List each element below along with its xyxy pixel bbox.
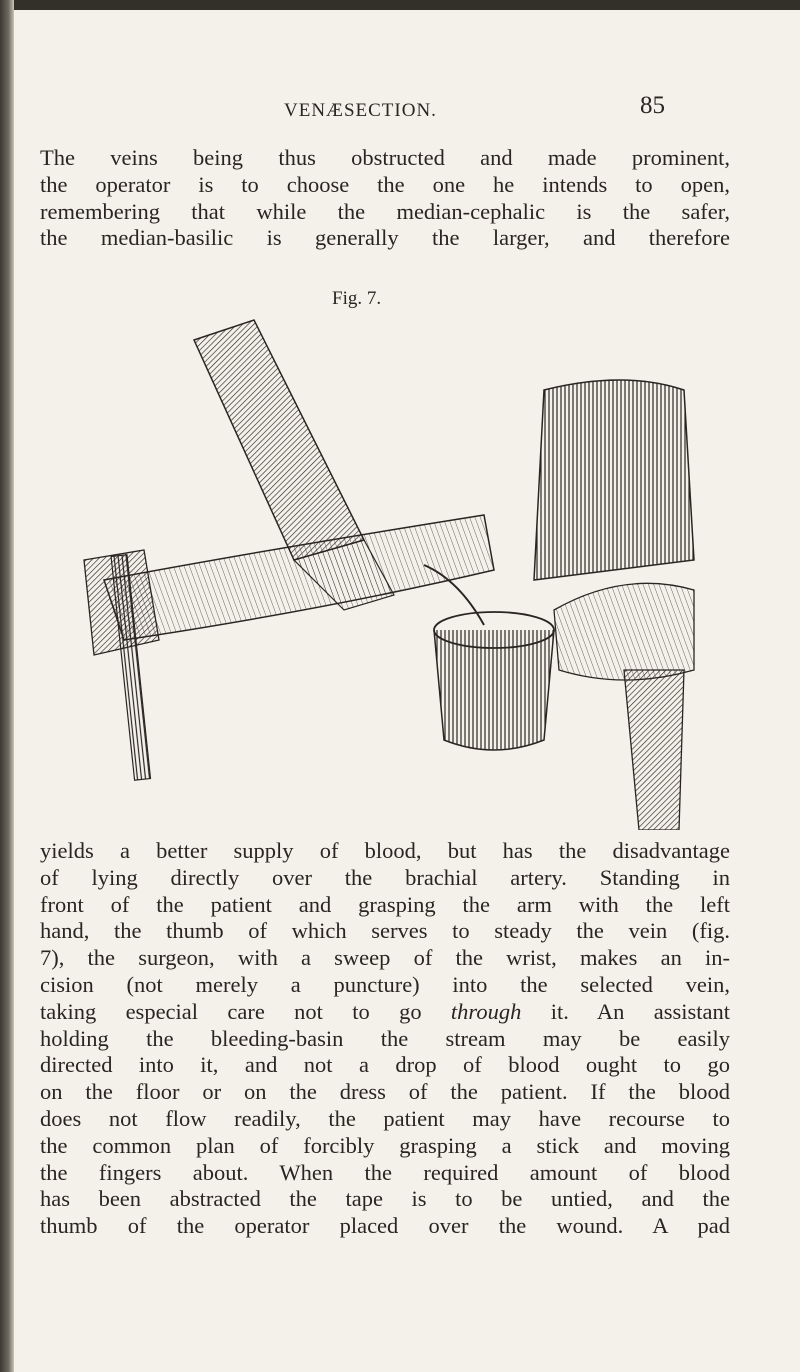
- text-segment: taking especial care not to go: [40, 998, 422, 1024]
- patient-sleeve: [534, 380, 694, 580]
- text-line: holding the bleeding-basin the stream may be easily: [40, 1025, 730, 1051]
- assistant-hand: [554, 583, 694, 680]
- text-line: cision (not merely a puncture) into the selected vein,: [40, 971, 730, 997]
- paragraph-1: [40, 145, 730, 252]
- text-line: has been abstracted the tape is to be untied, and the: [40, 1186, 730, 1212]
- text-line: directed into it, and not a drop of blood ought to go: [40, 1052, 730, 1078]
- text-line: the fingers about. When the required amount of blood: [40, 1159, 730, 1185]
- page-header: [14, 92, 800, 132]
- text-line: does not flow readily, the patient may have recourse to: [40, 1105, 730, 1131]
- venesection-illustration: [64, 310, 704, 830]
- text-line: yields a better supply of blood, but has the disadvantage: [40, 838, 730, 863]
- running-head: VENÆSECTION.: [284, 100, 437, 121]
- text-line: the median-basilic is generally the larger, and therefore: [40, 225, 730, 251]
- text-segment: it. An assistant: [550, 998, 731, 1024]
- text-line: The veins being thus obstructed and made prominent,: [40, 145, 730, 170]
- book-binding-edge: [0, 0, 14, 1372]
- text-line: remembering that while the median-cephalic is the safer,: [40, 198, 730, 224]
- text-line: the common plan of forcibly grasping a stick and moving: [40, 1132, 730, 1158]
- text-line-with-italic: [40, 999, 730, 1026]
- assistant-cuff: [624, 670, 684, 830]
- bleeding-basin: [434, 630, 554, 750]
- figure-caption: Fig. 7.: [332, 288, 382, 309]
- top-edge-shadow: [0, 0, 800, 10]
- text-line: 7), the surgeon, with a sweep of the wrist, makes an in-: [40, 945, 730, 971]
- page-number: 85: [640, 92, 665, 119]
- text-line: on the floor or on the dress of the patient. If the blood: [40, 1079, 730, 1105]
- text-line: the operator is to choose the one he intends to open,: [40, 171, 730, 197]
- text-line: hand, the thumb of which serves to steady the vein (fig.: [40, 918, 730, 944]
- italic-word: through: [450, 998, 522, 1024]
- text-line: thumb of the operator placed over the wound. A pad: [40, 1213, 730, 1239]
- text-line: front of the patient and grasping the arm with the left: [40, 891, 730, 917]
- text-line: of lying directly over the brachial artery. Standing in: [40, 864, 730, 890]
- book-page: [14, 10, 800, 1372]
- paragraph-2: [40, 838, 730, 1240]
- surgeon-sleeve: [194, 320, 364, 560]
